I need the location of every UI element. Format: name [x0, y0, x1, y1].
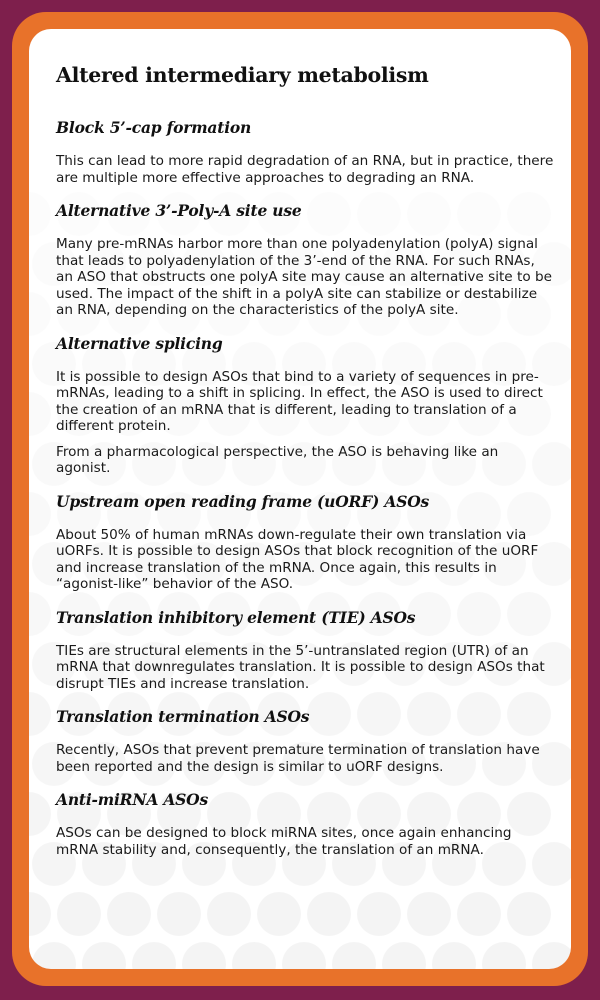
page-title: Altered intermediary metabolism	[56, 63, 429, 87]
decorative-dot	[432, 942, 476, 969]
section-block-5-cap	[56, 118, 554, 186]
decorative-dot	[29, 692, 51, 736]
decorative-dot	[57, 892, 101, 936]
decorative-dot	[257, 892, 301, 936]
section-paragraph: Many pre-mRNAs harbor more than one polyadenylation (polyA) signal that leads to polyadenylation of the 3’-end of the RNA. For such RNAs, an ASO that obstructs one polyA site may cause an alternative site to be used. The impact of the shift in a polyA site can stabilize or destabilize an RNA, depending on the characteristics of the polyA site.	[56, 236, 552, 318]
section-paragraph: TIEs are structural elements in the 5’-untranslated region (UTR) of an mRNA that downregulates translation. It is possible to design ASOs that disrupt TIEs and increase translation.	[56, 642, 545, 692]
section-heading: Block 5’-cap formation	[56, 118, 252, 137]
section-tie-asos	[56, 608, 554, 693]
decorative-dot	[357, 892, 401, 936]
section-heading: Alternative 3’-Poly-A site use	[56, 201, 302, 220]
section-paragraph: Recently, ASOs that prevent premature termination of translation have been reported and the design is similar to uORF designs.	[56, 742, 540, 775]
content-card	[29, 29, 571, 969]
decorative-dot	[382, 942, 426, 969]
decorative-dot	[157, 892, 201, 936]
decorative-dot	[82, 942, 126, 969]
decorative-dot	[182, 942, 226, 969]
decorative-dot	[29, 292, 51, 336]
article-content	[56, 62, 554, 873]
section-uorf-asos	[56, 492, 554, 593]
section-heading: Translation termination ASOs	[56, 707, 310, 726]
decorative-dot	[407, 892, 451, 936]
section-heading: Translation inhibitory element (TIE) ASOs	[56, 607, 416, 627]
section-paragraph: ASOs can be designed to block miRNA sites, once again enhancing mRNA stability and, consequently, the translation of an mRNA.	[56, 825, 512, 858]
section-paragraph: This can lead to more rapid degradation of an RNA, but in practice, there are multiple more effective approaches to degrading an RNA.	[56, 153, 554, 186]
section-alternative-splicing	[56, 334, 554, 477]
section-translation-termination	[56, 707, 554, 775]
section-anti-mirna	[56, 790, 554, 858]
decorative-dot	[282, 942, 326, 969]
section-heading: Alternative splicing	[56, 333, 223, 353]
decorative-dot	[29, 792, 51, 836]
decorative-dot	[29, 492, 51, 536]
decorative-dot	[29, 392, 51, 436]
decorative-dot	[482, 942, 526, 969]
decorative-dot	[507, 892, 551, 936]
section-alternative-polya	[56, 201, 554, 319]
section-paragraph: From a pharmacological perspective, the ASO is behaving like an agonist.	[56, 443, 499, 476]
decorative-dot	[29, 592, 51, 636]
decorative-dot	[107, 892, 151, 936]
decorative-dot	[332, 942, 376, 969]
section-paragraph: It is possible to design ASOs that bind to a variety of sequences in pre-mRNAs, leading to a shift in splicing. In effect, the ASO is used to direct the creation of an mRNA that is different, leading to translation of a different protein.	[56, 368, 543, 434]
decorative-dot	[32, 942, 76, 969]
decorative-dot	[29, 892, 51, 936]
decorative-dot	[232, 942, 276, 969]
section-heading: Upstream open reading frame (uORF) ASOs	[56, 491, 430, 511]
decorative-dot	[29, 192, 51, 236]
section-heading: Anti-miRNA ASOs	[56, 790, 208, 809]
section-paragraph: About 50% of human mRNAs down-regulate their own translation via uORFs. It is possible to design ASOs that block recognition of the uORF and increase translation of the mRNA. Once again, this results in “agonist-like” behavior of the ASO.	[56, 526, 539, 592]
decorative-dot	[457, 892, 501, 936]
decorative-dot	[307, 892, 351, 936]
decorative-dot	[132, 942, 176, 969]
decorative-dot	[207, 892, 251, 936]
